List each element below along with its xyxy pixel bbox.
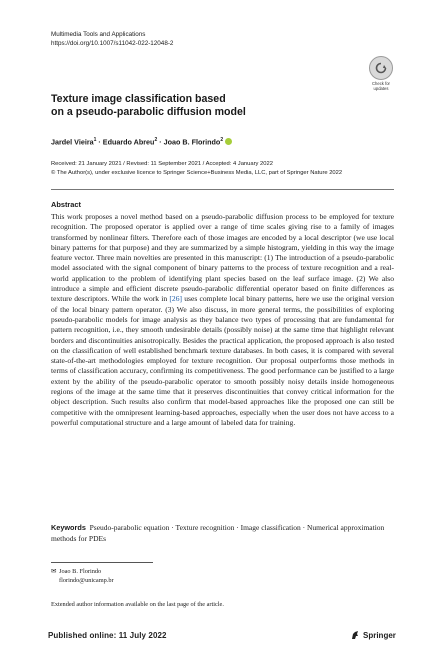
- author-list: Jardel Vieira$^1$ · Eduardo Abreu$^2$ · Joao B. Florindo$^2$: [51, 137, 232, 146]
- publisher-logo: [350, 630, 396, 640]
- keywords: [51, 522, 394, 544]
- author-affiliation: 2: [154, 137, 158, 143]
- contact-name: Joao B. Florindo: [59, 568, 102, 575]
- check-for-updates-badge[interactable]: [366, 56, 396, 92]
- publisher-name: Springer: [363, 630, 396, 640]
- paper-title: [51, 93, 371, 119]
- abstract-body: [51, 212, 394, 428]
- badge-label: Check for updates: [372, 81, 390, 91]
- title-line-1: Texture image classification based: [51, 93, 226, 105]
- journal-header: [51, 30, 173, 48]
- corresponding-author: [51, 567, 114, 585]
- update-icon: [369, 56, 393, 80]
- orcid-icon[interactable]: [225, 138, 232, 145]
- author-name[interactable]: Jardel Vieira: [51, 137, 94, 147]
- section-divider: [51, 189, 394, 190]
- footnote-divider: [51, 562, 153, 563]
- author-name[interactable]: Joao B. Florindo: [163, 137, 221, 147]
- doi-link[interactable]: https://doi.org/10.1007/s11042-022-12048-2: [51, 40, 174, 47]
- abstract-heading: Abstract: [51, 200, 81, 209]
- abstract-text: uses complete local binary patterns, here we use the original version of the local binary pattern operator. (3) We also discuss, in more general terms, the possibilities of exploring pseudo-parabolic models for image analysis as they balance two types of processing that are fundamental for pattern recognition, i.e., they smooth undesirable details (possibly noise) at the same time that highlight relevant borders and discontinuities anisotropically. Besides the practical application, the proposed approach is also tested on the classification of well established benchmark texture databases. In both cases, it is compared with several state-of-the-art methodologies employed for texture recognition. Our proposal outperforms those methods in terms of classification accuracy, confirming its competitiveness. The good performance can be justified to a large extent by the ability of the pseudo-parabolic operator to smooth possibly noisy details inside homogeneous regions of the image at the same time that it preserves discontinuities that convey critical information for the object description. Such results also confirm that model-based approaches like the proposed one can still be competitive with the omnipresent learning-based approaches, especially when the user does not have access to a powerful computational structure and a large amount of labeled data for training.: [51, 294, 394, 427]
- springer-horse-icon: [350, 630, 360, 640]
- history-dates: Received: 21 January 2021 / Revised: 11 September 2021 / Accepted: 4 January 2022: [51, 161, 273, 167]
- journal-name: Multimedia Tools and Applications: [51, 31, 146, 38]
- published-date: Published online: 11 July 2022: [48, 631, 167, 640]
- title-line-2: on a pseudo-parabolic diffusion model: [51, 106, 246, 118]
- abstract-text: This work proposes a novel method based on a pseudo-parabolic diffusion process to be employed for texture recognition. The proposed operator is applied over a range of time scales giving rise to a family of images transformed by nonlinear filters. Therefore each of those images are encoded by a local descriptor (we use local binary patterns for that purpose) and they are summarized by a simple histogram, yielding in this way the image feature vector. Three main novelties are presented in this manuscript: (1) The introduction of a pseudo-parabolic model associated with the signal component of binary patterns to the process of texture recognition and a real-world application to the problem of identifying plant species based on the leaf surface image. (2) We also introduce a simple and efficient discrete pseudo-parabolic differential operator based on finite differences as texture descriptors. While the work in: [51, 212, 394, 304]
- author-affiliation: 1: [93, 137, 97, 143]
- citation-link[interactable]: [26]: [169, 294, 182, 304]
- copyright-line: © The Author(s), under exclusive licence to Springer Science+Business Media, LLC, part of Springer Nature 2022: [51, 170, 343, 176]
- author-affiliation: 2: [220, 137, 224, 143]
- article-history: [51, 160, 342, 178]
- keywords-label: Keywords: [51, 523, 86, 532]
- contact-email[interactable]: florindo@unicamp.br: [59, 577, 114, 584]
- author-name[interactable]: Eduardo Abreu: [102, 137, 155, 147]
- extended-author-note: Extended author information available on the last page of the article.: [51, 601, 224, 608]
- envelope-icon: ✉: [51, 568, 57, 575]
- keywords-text: Pseudo-parabolic equation · Texture recognition · Image classification · Numerical approximation methods for PDEs: [51, 523, 385, 543]
